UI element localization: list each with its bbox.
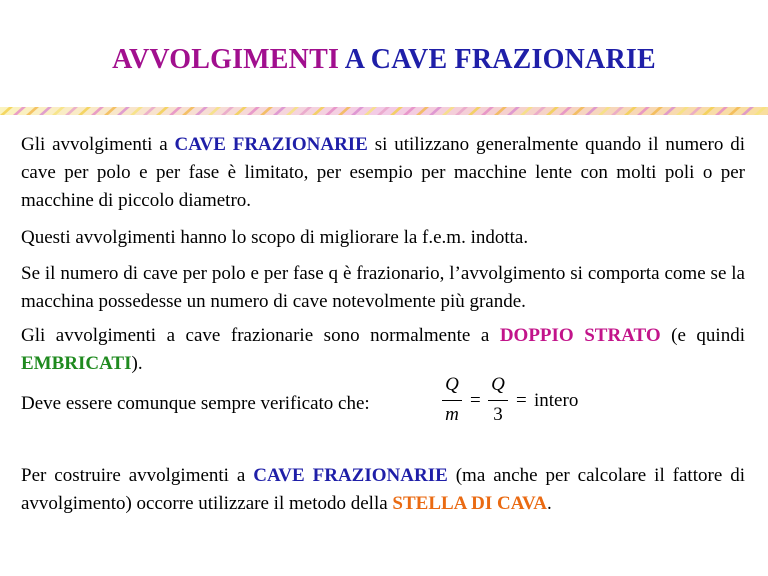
paragraph-q-fractional: Se il numero di cave per polo e per fase q è frazionario, l’avvolgimento si comporta come se la macchina possedesse un numero di cave notevolmente più grande. bbox=[21, 263, 745, 312]
equals-sign-1: = bbox=[470, 390, 481, 411]
title-part-2: A CAVE FRAZIONARIE bbox=[339, 44, 656, 75]
paragraph-intro: Gli avvolgimenti a CAVE FRAZIONARIE si utilizzano generalmente quando il numero di cave per polo e per fase è limitato, per esempio per macchine lente con molti poli o per macchine di piccolo diametro. bbox=[21, 134, 745, 211]
page-title bbox=[0, 44, 768, 76]
paragraph-double-layer: Gli avvolgimenti a cave frazionarie sono normalmente a DOPPIO STRATO (e quindi EMBRICATI). bbox=[21, 325, 745, 374]
decorative-divider bbox=[0, 104, 768, 118]
equation-label: Deve essere comunque sempre verificato che: bbox=[21, 393, 370, 414]
formula-result: intero bbox=[534, 390, 579, 411]
equals-sign-2: = bbox=[516, 390, 527, 411]
highlight-doppio-strato: DOPPIO STRATO bbox=[499, 325, 661, 346]
highlight-embricati: EMBRICATI bbox=[21, 353, 132, 374]
paragraph-stella-di-cava: Per costruire avvolgimenti a CAVE FRAZIONARIE (ma anche per calcolare il fattore di avvolgimento) occorre utilizzare il metodo della STELLA DI CAVA. bbox=[21, 465, 745, 514]
highlight-cave-frazionarie-2: CAVE FRAZIONARIE bbox=[253, 465, 448, 486]
highlight-stella-di-cava: STELLA DI CAVA bbox=[392, 493, 547, 514]
formula: Q m = Q 3 = intero bbox=[436, 374, 586, 434]
title-part-1: AVVOLGIMENTI bbox=[112, 44, 340, 75]
highlight-cave-frazionarie: CAVE FRAZIONARIE bbox=[174, 134, 368, 155]
paragraph-purpose: Questi avvolgimenti hanno lo scopo di migliorare la f.e.m. indotta. bbox=[21, 227, 529, 248]
